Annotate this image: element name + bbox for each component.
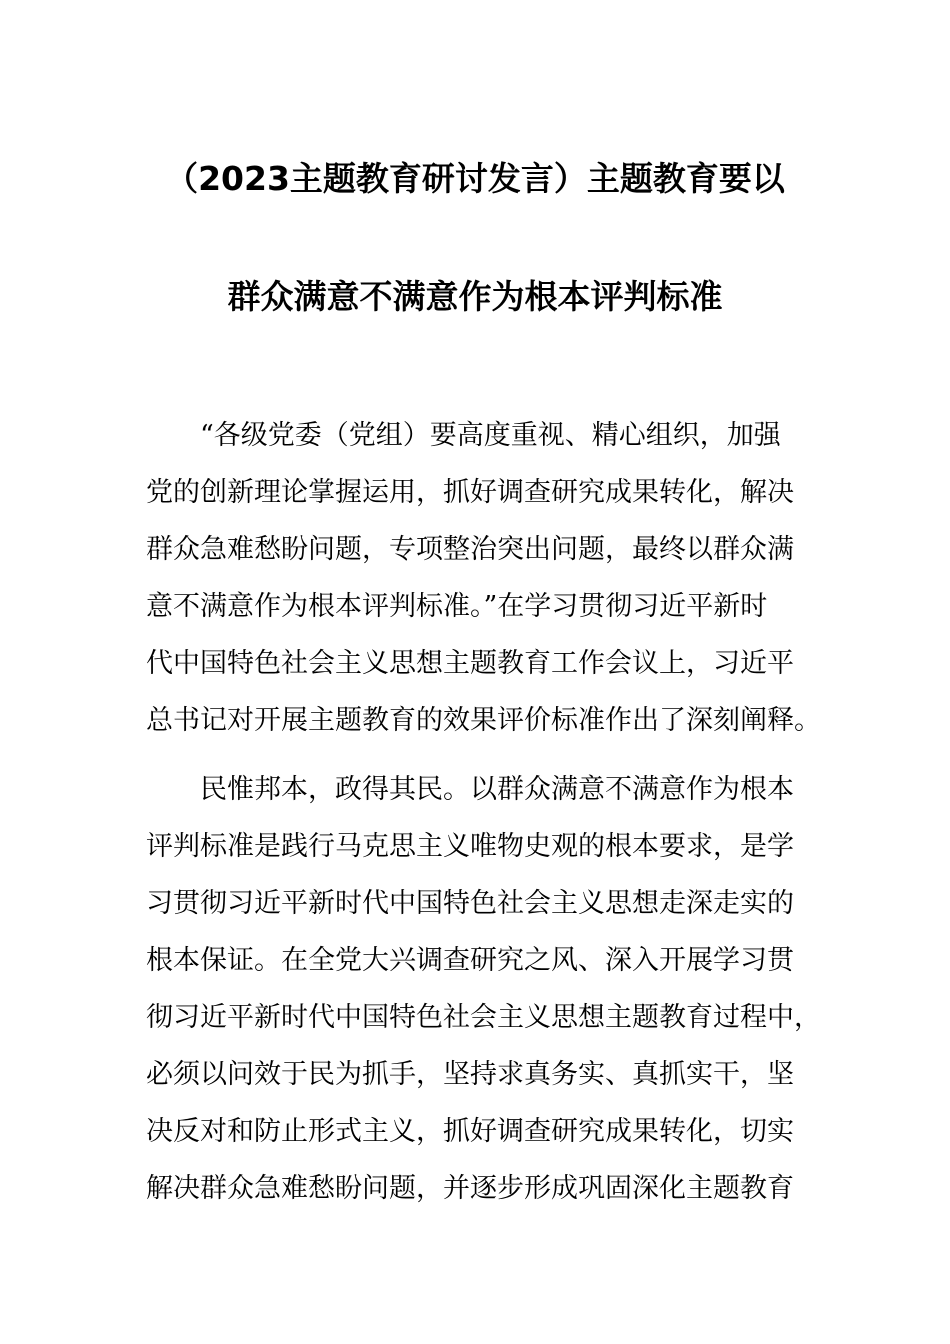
paragraph-1-line: 群众急难愁盼问题，专项整治突出问题，最终以群众满	[146, 534, 794, 565]
paragraph-1-line: 代中国特色社会主义思想主题教育工作会议上，习近平	[146, 648, 794, 679]
paragraph-2-line: 习贯彻习近平新时代中国特色社会主义思想走深走实的	[146, 888, 794, 919]
paragraph-2-line: 解决群众急难愁盼问题，并逐步形成巩固深化主题教育	[146, 1173, 794, 1204]
paragraph-1-line: “各级党委（党组）要高度重视、精心组织，加强	[146, 420, 781, 451]
paragraph-2-line: 民惟邦本，政得其民。以群众满意不满意作为根本	[146, 774, 794, 805]
paragraph-2	[146, 761, 826, 1217]
paragraph-1-line: 意不满意作为根本评判标准。”在学习贯彻习近平新时	[146, 591, 768, 622]
paragraph-2-line: 评判标准是践行马克思主义唯物史观的根本要求，是学	[146, 831, 794, 862]
document-title-line-2: 群众满意不满意作为根本评判标准	[227, 277, 723, 316]
paragraph-2-line: 根本保证。在全党大兴调查研究之风、深入开展学习贯	[146, 945, 794, 976]
paragraph-2-line: 决反对和防止形式主义，抓好调查研究成果转化，切实	[146, 1116, 794, 1147]
paragraph-1-line: 总书记对开展主题教育的效果评价标准作出了深刻阐释。	[146, 705, 821, 736]
paragraph-1	[146, 407, 826, 749]
document-title-line-1: （2023主题教育研讨发言）主题教育要以	[165, 159, 785, 198]
paragraph-2-line: 彻习近平新时代中国特色社会主义思想主题教育过程中，	[146, 1002, 821, 1033]
paragraph-2-line: 必须以问效于民为抓手，坚持求真务实、真抓实干，坚	[146, 1059, 794, 1090]
paragraph-1-line: 党的创新理论掌握运用，抓好调查研究成果转化，解决	[146, 477, 794, 508]
